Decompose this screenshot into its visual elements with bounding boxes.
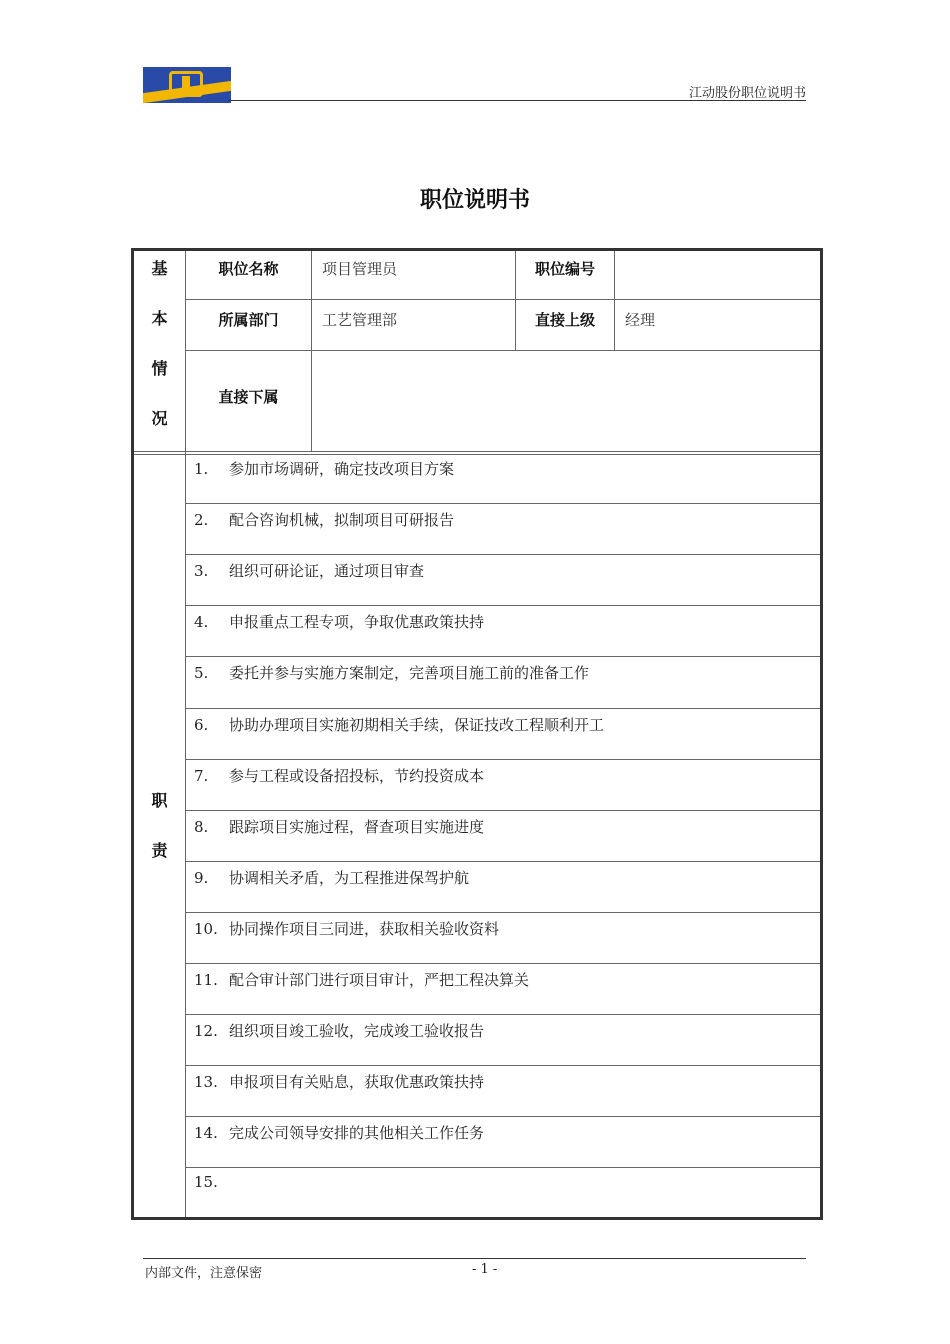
duty-number: 11. [194,971,218,989]
duty-item [194,867,469,888]
duty-item [194,1122,484,1143]
duty-row-divider [185,1065,820,1066]
duty-item [194,509,454,530]
duty-number: 15. [194,1173,218,1192]
duty-number: 9. [194,868,209,887]
section-divider [134,451,820,452]
duty-row-divider [185,554,820,555]
duty-text: 协调相关矛盾，为工程推进保驾护航 [229,868,470,887]
position-name-label: 职位名称 [218,259,279,278]
direct-subordinate-value [312,351,820,441]
duty-item [194,714,604,735]
duty-number: 13. [194,1073,218,1092]
department-value: 工艺管理部 [322,310,398,329]
duty-text: 跟踪项目实施过程，督查项目实施进度 [229,817,485,836]
duty-text: 组织可研论证，通过项目审查 [229,562,425,581]
duty-text: 协同操作项目三同进，获取相关验收资料 [229,919,500,938]
duty-number: 14. [194,1124,218,1143]
duty-number: 7. [194,766,209,785]
position-number-value [615,252,820,284]
confidential-note: 内部文件，注意保密 [145,1266,263,1281]
duty-number: 10. [194,919,218,938]
duty-number: 8. [194,817,209,836]
basic-info-section-label: 基 本 情 况 [151,259,168,428]
duty-text: 协助办理项目实施初期相关手续，保证技改工程顺利开工 [229,715,605,734]
direct-superior-value: 经理 [625,310,656,329]
duty-item [194,458,454,479]
duty-number: 12. [194,1022,218,1041]
duty-number: 3. [194,562,209,581]
direct-superior-label: 直接上级 [534,310,595,329]
duty-row-divider [185,503,820,504]
page-number: - 1 - [472,1262,498,1277]
duty-item [194,611,484,632]
duty-text: 完成公司领导安排的其他相关工作任务 [229,1124,485,1143]
section-divider [134,454,820,455]
row-divider [185,299,820,300]
duty-number: 4. [194,613,209,632]
duty-text: 申报重点工程专项，争取优惠政策扶持 [229,613,485,632]
duty-item [194,1071,484,1092]
duty-row-divider [185,1167,820,1168]
duty-text: 委托并参与实施方案制定，完善项目施工前的准备工作 [229,664,590,683]
duty-item [194,662,589,683]
duty-item [194,918,499,939]
duty-text: 申报项目有关贴息，获取优惠政策扶持 [229,1073,485,1092]
duty-text: 参与工程或设备招投标，节约投资成本 [229,766,485,785]
position-name-value: 项目管理员 [322,259,398,278]
duty-row-divider [185,708,820,709]
duty-row-divider [185,861,820,862]
duty-row-divider [185,759,820,760]
duty-number: 1. [194,460,209,478]
duty-text: 组织项目竣工验收，完成竣工验收报告 [229,1022,485,1041]
duty-item [194,765,484,786]
duty-row-divider [185,656,820,657]
document-title: 职位说明书 [419,188,530,213]
duty-row-divider [185,912,820,913]
duty-item [194,1020,484,1041]
company-logo [143,67,231,103]
duty-number: 5. [194,664,209,683]
position-number-label: 职位编号 [534,259,595,278]
duty-row-divider [185,1116,820,1117]
direct-subordinate-label: 直接下属 [218,387,279,406]
footer-divider [143,1258,806,1259]
duty-text: 配合咨询机械，拟制项目可研报告 [229,511,455,530]
duty-row-divider [185,963,820,964]
duty-item [194,1173,229,1191]
duty-text: 参加市场调研，确定技改项目方案 [229,460,455,478]
duties-section-label: 职 责 [151,791,168,860]
duty-row-divider [185,1014,820,1015]
duty-item [194,560,424,581]
duty-row-divider [185,810,820,811]
duty-number: 2. [194,511,209,530]
duty-row-divider [185,605,820,606]
header-title: 江动股份职位说明书 [688,86,806,101]
duty-text: 配合审计部门进行项目审计，严把工程决算关 [229,971,530,989]
header-divider [228,100,806,101]
duty-item [194,969,529,990]
duty-number: 6. [194,715,209,734]
department-label: 所属部门 [218,310,279,329]
duty-item [194,816,484,837]
